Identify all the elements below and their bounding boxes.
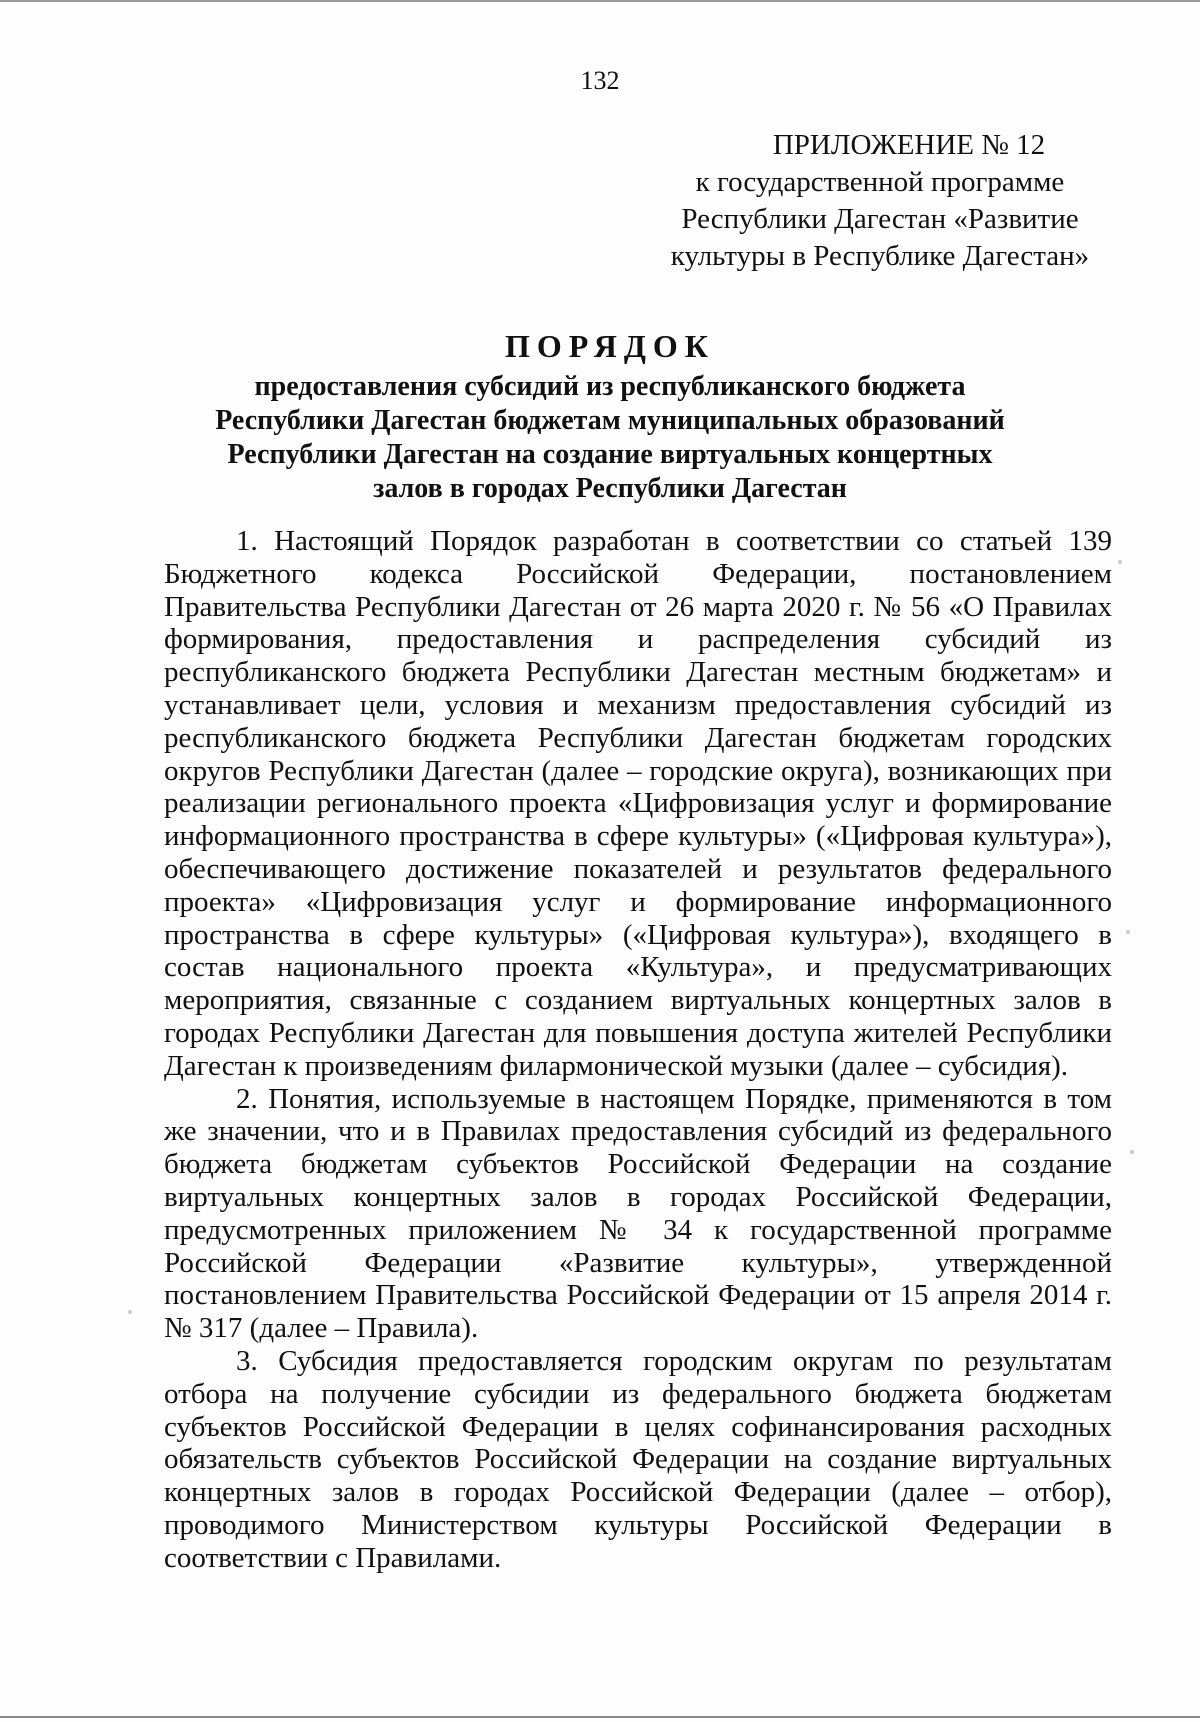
paragraph-2: 2. Понятия, используемые в настоящем Порядке, применяются в том же значении, что и в Правилах предоставления субсидий из федерального бюджета бюджетам субъектов Российской Федерации на создание виртуальных концертных залов в городах Российской Федерации, предусмотренных приложением № 34 к государственной программе Российской Федерации «Развитие культуры», утвержденной постановлением Правительства Российской Федерации от 15 апреля 2014 г. № 317 (далее – Правила). bbox=[164, 1082, 1112, 1345]
scan-speck bbox=[128, 1310, 132, 1314]
appendix-line: культуры в Республике Дагестан» bbox=[670, 240, 1090, 272]
paragraph-1: 1. Настоящий Порядок разработан в соответствии со статьей 139 Бюджетного кодекса Российской Федерации, постановлением Правительства Республики Дагестан от 26 марта 2020 г. № 56 «О Правилах формирования, предоставления и распределения субсидий из республиканского бюджета Республики Дагестан местным бюджетам» и устанавливает цели, условия и механизм предоставления субсидий из республиканского бюджета Республики Дагестан бюджетам городских округов Республики Дагестан (далее – городские округа), возникающих при реализации регионального проекта «Цифровизация услуг и формирование информационного пространства в сфере культуры» («Цифровая культура»), обеспечивающего достижение показателей и результатов федерального проекта» «Цифровизация услуг и формирование информационного пространства в сфере культуры» («Цифровая культура»), входящего в состав национального проекта «Культура», и предусматривающих мероприятия, связанные с созданием виртуальных концертных залов в городах Республики Дагестан для повышения доступа жителей Республики Дагестан к произведениям филармонической музыки (далее – субсидия). bbox=[164, 525, 1112, 1082]
scan-top-edge bbox=[0, 0, 1200, 2]
title-line: Республики Дагестан на создание виртуальных концертных bbox=[227, 439, 993, 470]
title-line: Республики Дагестан бюджетам муниципальных образований bbox=[215, 405, 1005, 436]
title-main: ПОРЯДОК bbox=[505, 328, 715, 364]
paragraph-3: 3. Субсидия предоставляется городским округам по результатам отбора на получение субсидии из федерального бюджета бюджетам субъектов Российской Федерации в целях софинансирования расходных обязательств субъектов Российской Федерации на создание виртуальных концертных залов в городах Российской Федерации (далее – отбор), проводимого Министерством культуры Российской Федерации в соответствии с Правилами. bbox=[164, 1344, 1112, 1574]
appendix-heading: ПРИЛОЖЕНИЕ № 12 bbox=[772, 129, 1046, 161]
appendix-line: к государственной программе bbox=[695, 166, 1065, 198]
title-line: предоставления субсидий из республиканского бюджета bbox=[254, 371, 966, 402]
title-line: залов в городах Республики Дагестан bbox=[373, 473, 847, 504]
scan-speck bbox=[1126, 930, 1130, 934]
appendix-block bbox=[650, 127, 1110, 275]
appendix-line: Республики Дагестан «Развитие bbox=[681, 203, 1079, 235]
page-number: 132 bbox=[580, 66, 620, 95]
scan-bottom-edge bbox=[0, 1716, 1200, 1718]
document-title bbox=[160, 326, 1060, 506]
scan-speck bbox=[1130, 1150, 1134, 1154]
document-body bbox=[164, 525, 1112, 1575]
scan-speck bbox=[1118, 560, 1122, 564]
